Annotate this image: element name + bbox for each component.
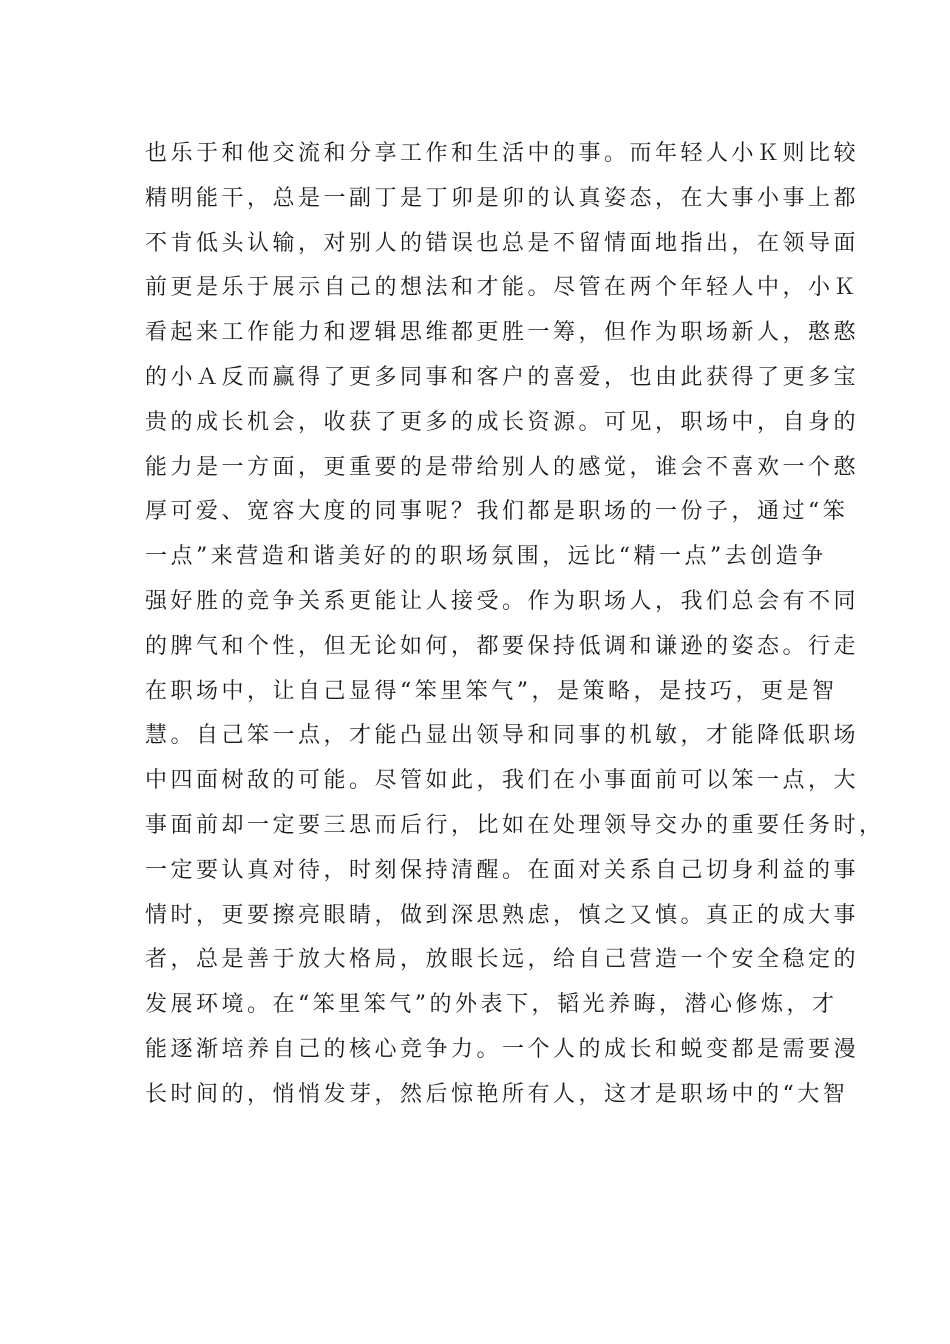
text-line: 中四面树敌的可能。尽管如此，我们在小事面前可以笨一点，大 xyxy=(145,768,860,794)
text-line: 前更是乐于展示自己的想法和才能。尽管在两个年轻人中，小Ｋ xyxy=(145,275,860,301)
text-line: 贵的成长机会，收获了更多的成长资源。可见，职场中，自身的 xyxy=(145,409,860,435)
text-line: 发展环境。在“笨里笨气”的外表下，韬光养晦，潜心修炼，才 xyxy=(145,992,838,1018)
text-line: 的小Ａ反而赢得了更多同事和客户的喜爱，也由此获得了更多宝 xyxy=(145,364,860,390)
text-line: 的脾气和个性，但无论如何，都要保持低调和谦逊的姿态。行走 xyxy=(145,633,860,659)
text-line: 在职场中，让自己显得“笨里笨气”，是策略，是技巧，更是智 xyxy=(145,678,838,704)
text-line: 强好胜的竞争关系更能让人接受。作为职场人，我们总会有不同 xyxy=(145,588,860,614)
text-line: 厚可爱、宽容大度的同事呢？我们都是职场的一份子，通过“笨 xyxy=(145,499,849,525)
text-line: 一点”来营造和谐美好的的职场氛围，远比“精一点”去创造争 xyxy=(145,544,827,570)
text-line: 精明能干，总是一副丁是丁卯是卯的认真姿态，在大事小事上都 xyxy=(145,185,860,211)
text-line: 一定要认真对待，时刻保持清醒。在面对关系自己切身利益的事 xyxy=(145,857,860,883)
text-line: 能逐渐培养自己的核心竞争力。一个人的成长和蜕变都是需要漫 xyxy=(145,1036,860,1062)
text-line: 情时，更要擦亮眼睛，做到深思熟虑，慎之又慎。真正的成大事 xyxy=(145,902,860,928)
text-line: 不肯低头认输，对别人的错误也总是不留情面地指出，在领导面 xyxy=(145,230,860,256)
text-line: 慧。自己笨一点，才能凸显出领导和同事的机敏，才能降低职场 xyxy=(145,723,860,749)
body-text xyxy=(145,132,885,1118)
text-line: 能力是一方面，更重要的是带给别人的感觉，谁会不喜欢一个憨 xyxy=(145,454,860,480)
text-line: 者，总是善于放大格局，放眼长远，给自己营造一个安全稳定的 xyxy=(145,947,860,973)
text-line: 长时间的，悄悄发芽，然后惊艳所有人，这才是职场中的“大智 xyxy=(145,1081,849,1107)
text-line: 看起来工作能力和逻辑思维都更胜一筹，但作为职场新人，憨憨 xyxy=(145,320,860,346)
text-line: 也乐于和他交流和分享工作和生活中的事。而年轻人小Ｋ则比较 xyxy=(145,141,860,166)
text-line: 事面前却一定要三思而后行，比如在处理领导交办的重要任务时， xyxy=(145,812,885,838)
